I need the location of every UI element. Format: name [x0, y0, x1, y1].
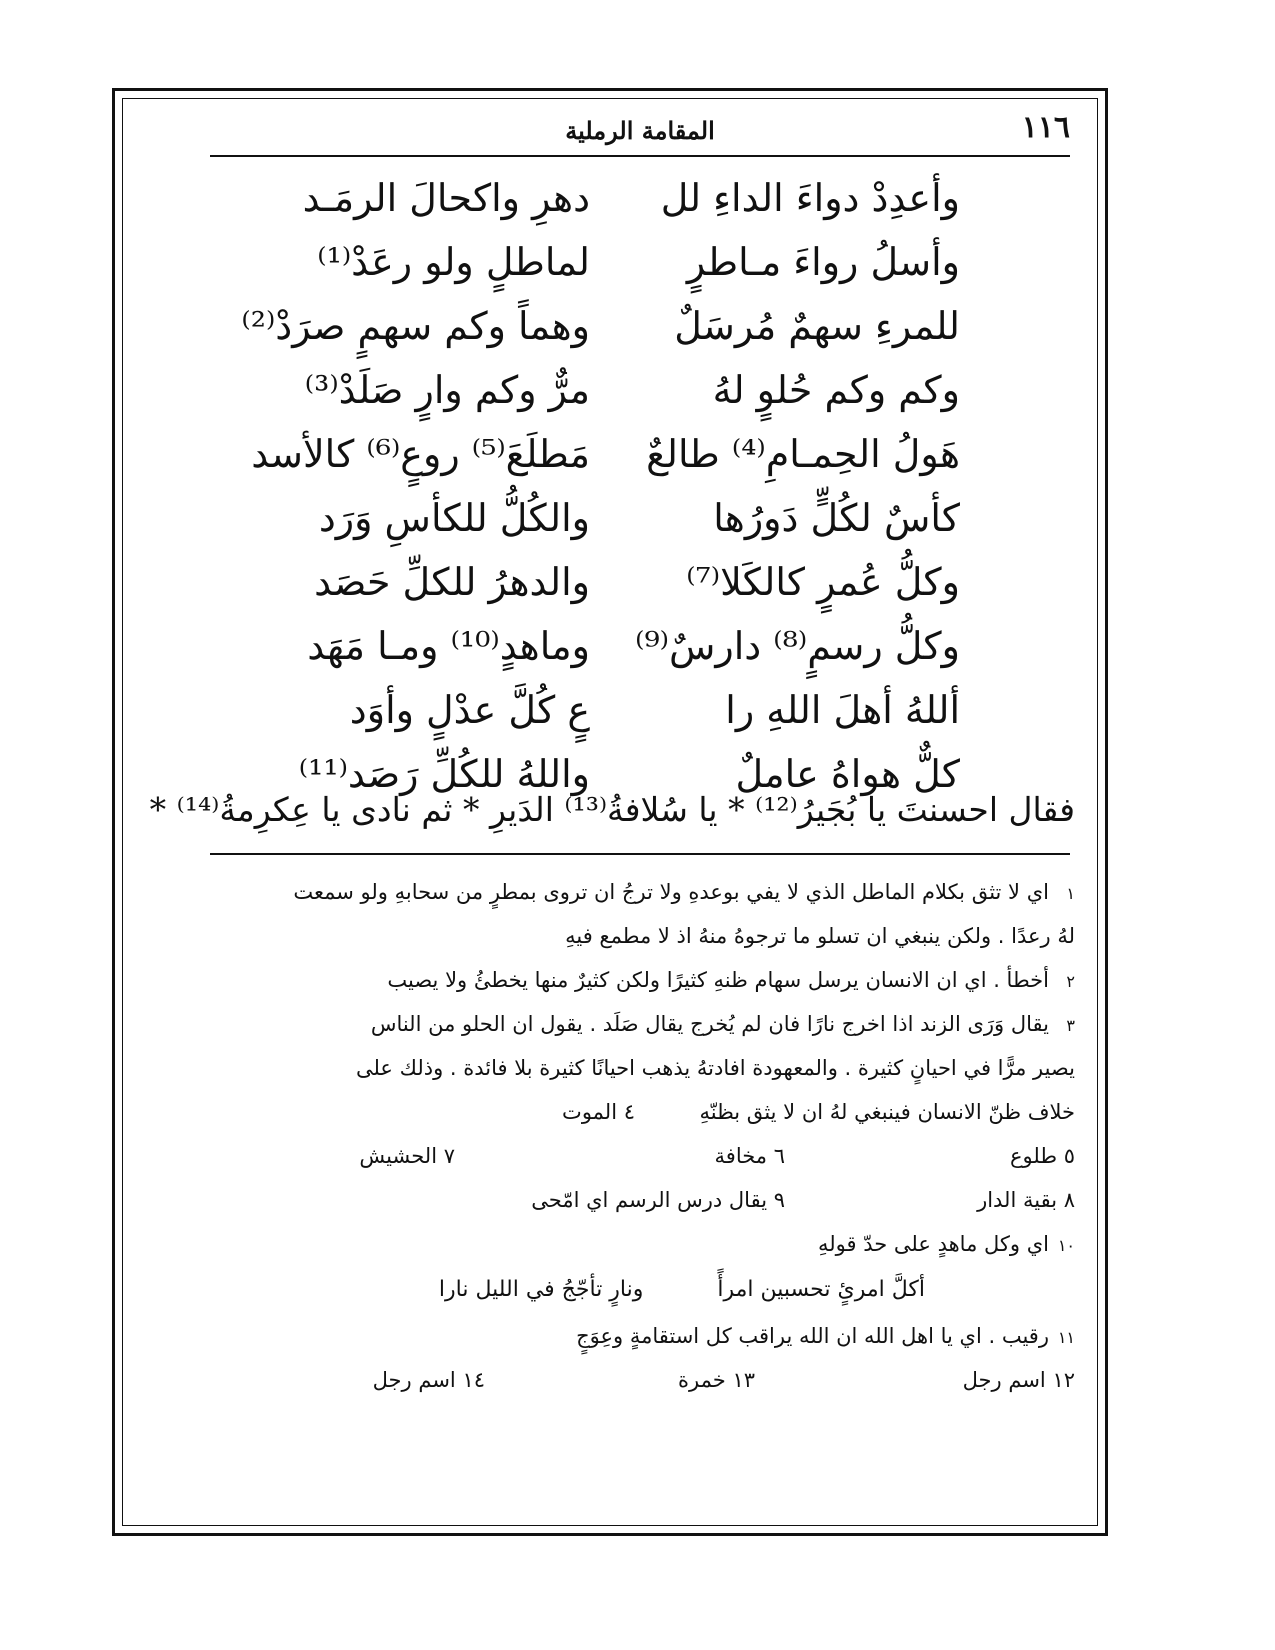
footnote-text: رقيب . اي يا اهل الله ان الله يراقب كل استقامةٍ وعِوَجٍ — [576, 1324, 1049, 1348]
footnote-text: يصير مرًّا في احيانٍ كثيرة . والمعهودة افادتهُ يذهب احيانًا كثيرة بلا فائدة . وذلك على — [355, 1056, 1075, 1080]
footnote-3 — [160, 1002, 1075, 1046]
footnote-14: ١٤ اسم رجل — [372, 1368, 485, 1392]
verse-first-hemistich: وكم وكم حُلوٍ لهُ — [712, 368, 960, 412]
verse — [240, 614, 960, 678]
footnote-6: ٦ مخافة — [714, 1144, 785, 1168]
quoted-verse — [160, 1266, 1075, 1314]
verse-second-hemistich: والكُلُّ للكأسِ وَرَد — [318, 496, 590, 540]
verse-second-hemistich: مَطلَعَ⁽⁵⁾ روعٍ⁽⁶⁾ كالأسد — [251, 432, 590, 476]
footnote-rule — [210, 853, 1070, 855]
footnote-7: ٧ الحشيش — [359, 1144, 455, 1168]
verse-second-hemistich: عٍ كُلَّ عدْلٍ وأوَد — [349, 688, 590, 732]
verse-first-hemistich: أللهُ أهلَ اللهِ را — [725, 688, 960, 732]
verse-second-hemistich: وماهدٍ⁽¹⁰⁾ ومـا مَهَد — [307, 624, 590, 668]
verse-first-hemistich: كأسٌ لكُلٍّ دَورُها — [713, 496, 960, 540]
footnote-12: ١٢ اسم رجل — [962, 1368, 1075, 1392]
verse — [240, 166, 960, 230]
footnote-4: ٤ الموت — [562, 1100, 635, 1124]
footnote-9: ٩ يقال درس الرسم اي امّحى — [531, 1188, 785, 1212]
footnote-13: ١٣ خمرة — [678, 1368, 755, 1392]
prose-line: فقال احسنتَ يا بُجَيرُ⁽¹²⁾ * يا سُلافةُ⁽¹³⁾ الدَيرِ * ثم نادى يا عِكرِمةُ⁽¹⁴⁾ * — [149, 790, 1075, 829]
verse — [240, 358, 960, 422]
poem — [240, 166, 960, 806]
verse-second-hemistich: دهرِ واكحالَ الرمَـد — [302, 176, 590, 220]
verse-second-hemistich: والدهرُ للكلِّ حَصَد — [314, 560, 590, 604]
verse-second-hemistich: واللهُ للكُلِّ رَصَد⁽¹¹⁾ — [298, 752, 590, 796]
verse — [240, 486, 960, 550]
footnote-1 — [160, 870, 1075, 914]
quoted-hemistich: ونارٍ تأجّجُ في الليل نارا — [438, 1277, 644, 1302]
footnote-5: ٥ طلوع — [1009, 1144, 1075, 1168]
footnote-text: يقال وَرَى الزند اذا اخرج نارًا فان لم يُخرج يقال صَلَد . يقول ان الحلو من الناس — [370, 1012, 1049, 1036]
footnote-text: اي وكل ماهدٍ على حدّ قولهِ — [818, 1232, 1049, 1256]
footnote-number: ١١ — [1057, 1328, 1075, 1347]
verse — [240, 550, 960, 614]
footnote-row — [160, 1358, 1075, 1402]
footnote-number: ١ — [1066, 884, 1075, 903]
verse — [240, 422, 960, 486]
footnote-1-continued — [160, 914, 1075, 958]
verse-second-hemistich: لماطلٍ ولو رعَدْ⁽¹⁾ — [317, 240, 590, 284]
verse-first-hemistich: وكلُّ رسمٍ⁽⁸⁾ دارسٌ⁽⁹⁾ — [635, 624, 960, 668]
footnote-number: ٣ — [1066, 1016, 1075, 1035]
footnotes — [160, 870, 1075, 1402]
footnote-11 — [160, 1314, 1075, 1358]
verse-first-hemistich: وكلُّ عُمرٍ كالكَلا⁽⁷⁾ — [686, 560, 960, 604]
footnote-text: أخطأ . اي ان الانسان يرسل سهام ظنهِ كثيرًا ولكن كثيرٌ منها يخطئُ ولا يصيب — [387, 968, 1049, 992]
verse-second-hemistich: وهماً وكم سهمٍ صرَدْ⁽²⁾ — [241, 304, 590, 348]
footnote-row — [160, 1178, 1075, 1222]
footnote-2 — [160, 958, 1075, 1002]
footnote-8: ٨ بقية الدار — [977, 1188, 1075, 1212]
verse-first-hemistich: هَولُ الحِمـامِ⁽⁴⁾ طالعٌ — [646, 432, 960, 476]
footnote-text: خلاف ظنّ الانسان فينبغي لهُ ان لا يثق بظنّهِ — [699, 1100, 1075, 1124]
verse-first-hemistich: كلٌّ هواهُ عاملٌ — [735, 752, 960, 796]
verse — [240, 294, 960, 358]
footnote-row — [160, 1090, 1075, 1134]
footnote-number: ١٠ — [1057, 1236, 1075, 1255]
page-header — [210, 108, 1070, 158]
footnote-text: لهُ رعدًا . ولكن ينبغي ان تسلو ما ترجوهُ منهُ اذ لا مطمع فيهِ — [565, 924, 1075, 948]
footnote-number: ٢ — [1066, 972, 1075, 991]
verse-second-hemistich: مرٌّ وكم وارٍ صَلَدْ⁽³⁾ — [304, 368, 590, 412]
verse — [240, 230, 960, 294]
verse-first-hemistich: وأعدِدْ دواءَ الداءِ لل — [660, 176, 960, 220]
footnote-row — [160, 1134, 1075, 1178]
verse — [240, 678, 960, 742]
page-title: المقامة الرملية — [565, 116, 715, 145]
footnote-text: اي لا تثق بكلام الماطل الذي لا يفي بوعدهِ ولا ترجُ ان تروى بمطرٍ من سحابهِ ولو سمعت — [293, 880, 1049, 904]
header-rule — [210, 155, 1070, 157]
verse-first-hemistich: وأسلُ رواءَ مـاطرٍ — [686, 240, 960, 284]
verse-first-hemistich: للمرءِ سهمٌ مُرسَلٌ — [674, 304, 960, 348]
footnote-3-continued — [160, 1046, 1075, 1090]
footnote-10 — [160, 1222, 1075, 1266]
page-number: ١١٦ — [1021, 110, 1070, 145]
quoted-hemistich: أكلَّ امرئٍ تحسبين امرأً — [717, 1277, 925, 1302]
